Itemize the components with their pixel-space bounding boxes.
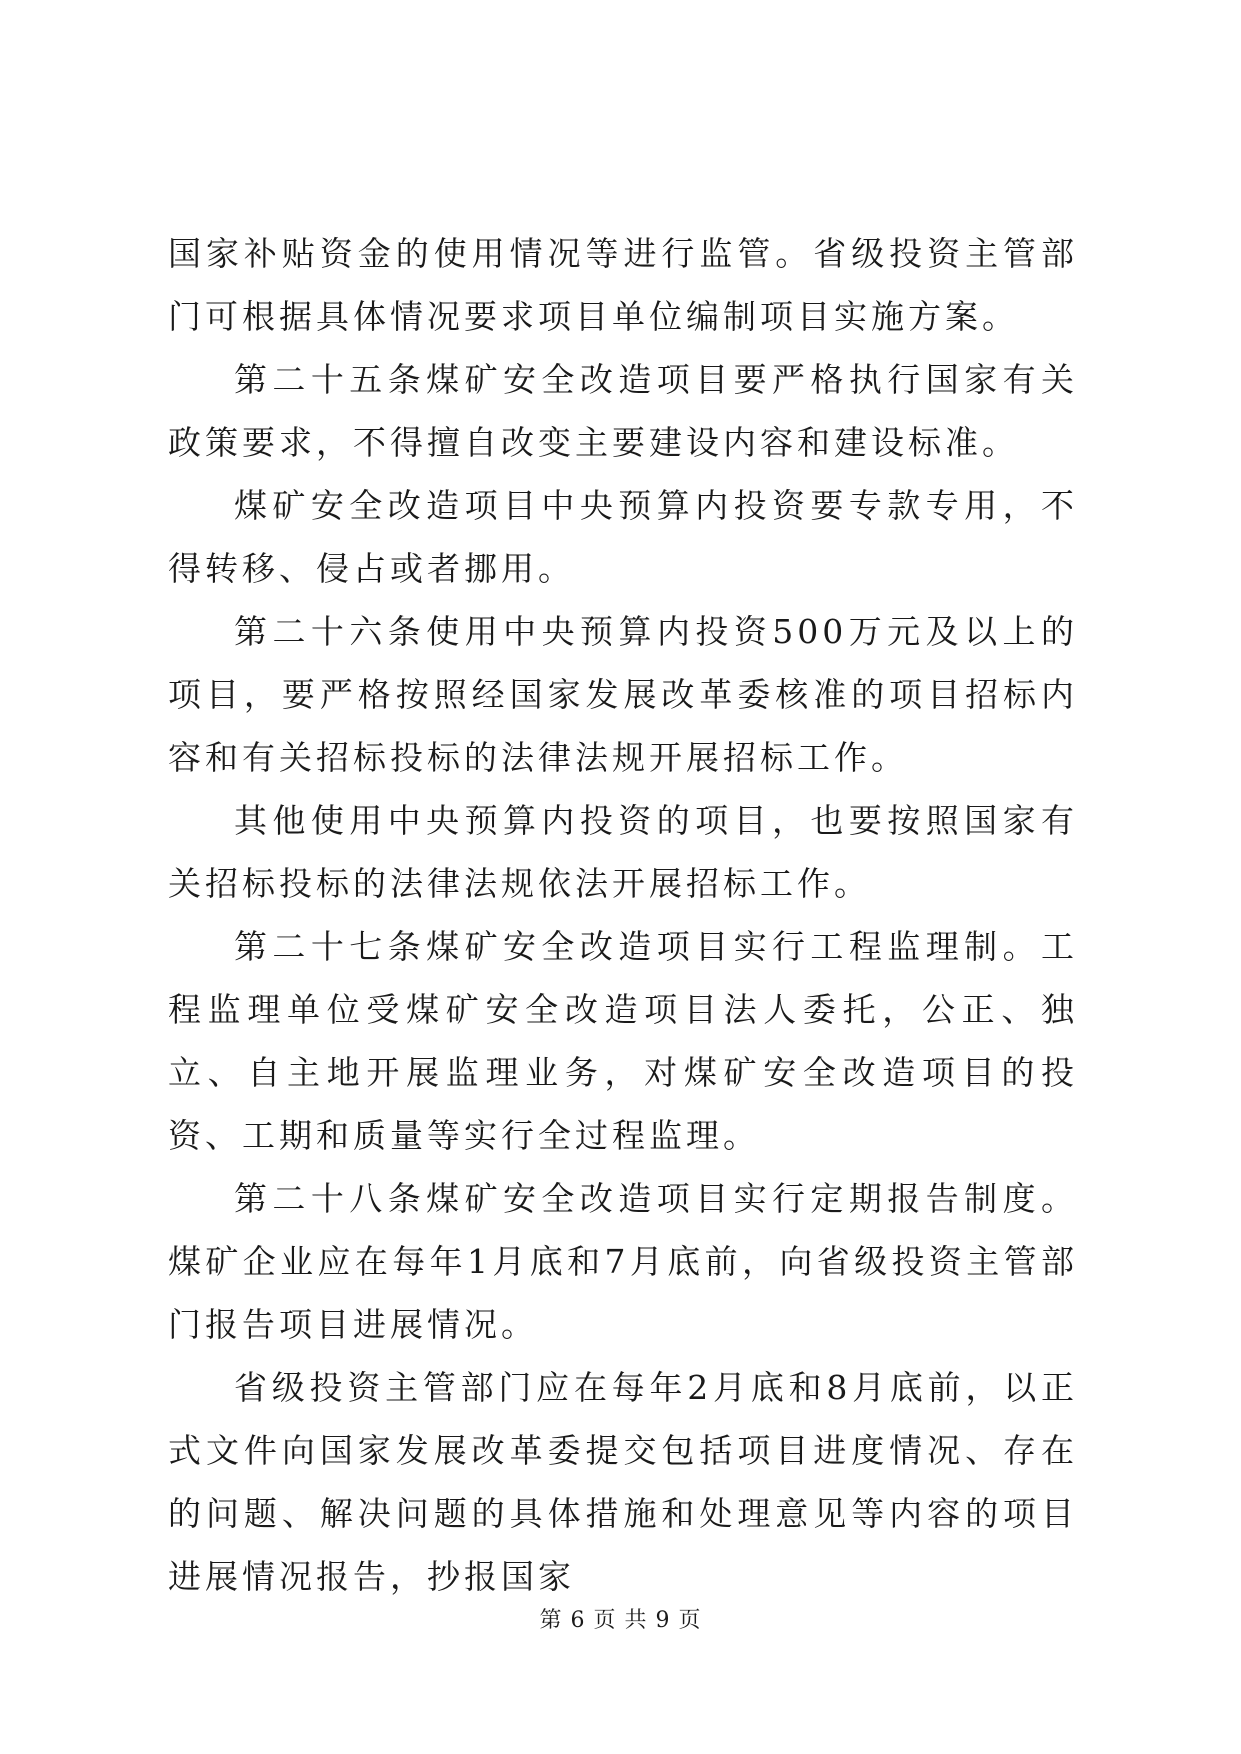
document-body bbox=[168, 222, 1078, 1608]
paragraph-4: 第二十六条使用中央预算内投资500万元及以上的项目，要严格按照经国家发展改革委核准的项目招标内容和有关招标投标的法律法规开展招标工作。 bbox=[168, 612, 1078, 777]
paragraph-7: 第二十八条煤矿安全改造项目实行定期报告制度。煤矿企业应在每年1月底和7月底前，向省级投资主管部门报告项目进展情况。 bbox=[168, 1179, 1078, 1344]
page-footer bbox=[0, 1603, 1241, 1634]
paragraph-1: 国家补贴资金的使用情况等进行监管。省级投资主管部门可根据具体情况要求项目单位编制项目实施方案。 bbox=[168, 234, 1078, 336]
page-number: 第 6 页 共 9 页 bbox=[539, 1608, 702, 1633]
paragraph-5: 其他使用中央预算内投资的项目，也要按照国家有关招标投标的法律法规依法开展招标工作。 bbox=[168, 801, 1078, 903]
paragraph-6: 第二十七条煤矿安全改造项目实行工程监理制。工程监理单位受煤矿安全改造项目法人委托，公正、独立、自主地开展监理业务，对煤矿安全改造项目的投资、工期和质量等实行全过程监理。 bbox=[168, 927, 1078, 1155]
paragraph-3: 煤矿安全改造项目中央预算内投资要专款专用，不得转移、侵占或者挪用。 bbox=[168, 486, 1078, 588]
paragraph-8: 省级投资主管部门应在每年2月底和8月底前，以正式文件向国家发展改革委提交包括项目进度情况、存在的问题、解决问题的具体措施和处理意见等内容的项目进展情况报告，抄报国家 bbox=[168, 1368, 1078, 1596]
paragraph-2: 第二十五条煤矿安全改造项目要严格执行国家有关政策要求，不得擅自改变主要建设内容和建设标准。 bbox=[168, 360, 1078, 462]
